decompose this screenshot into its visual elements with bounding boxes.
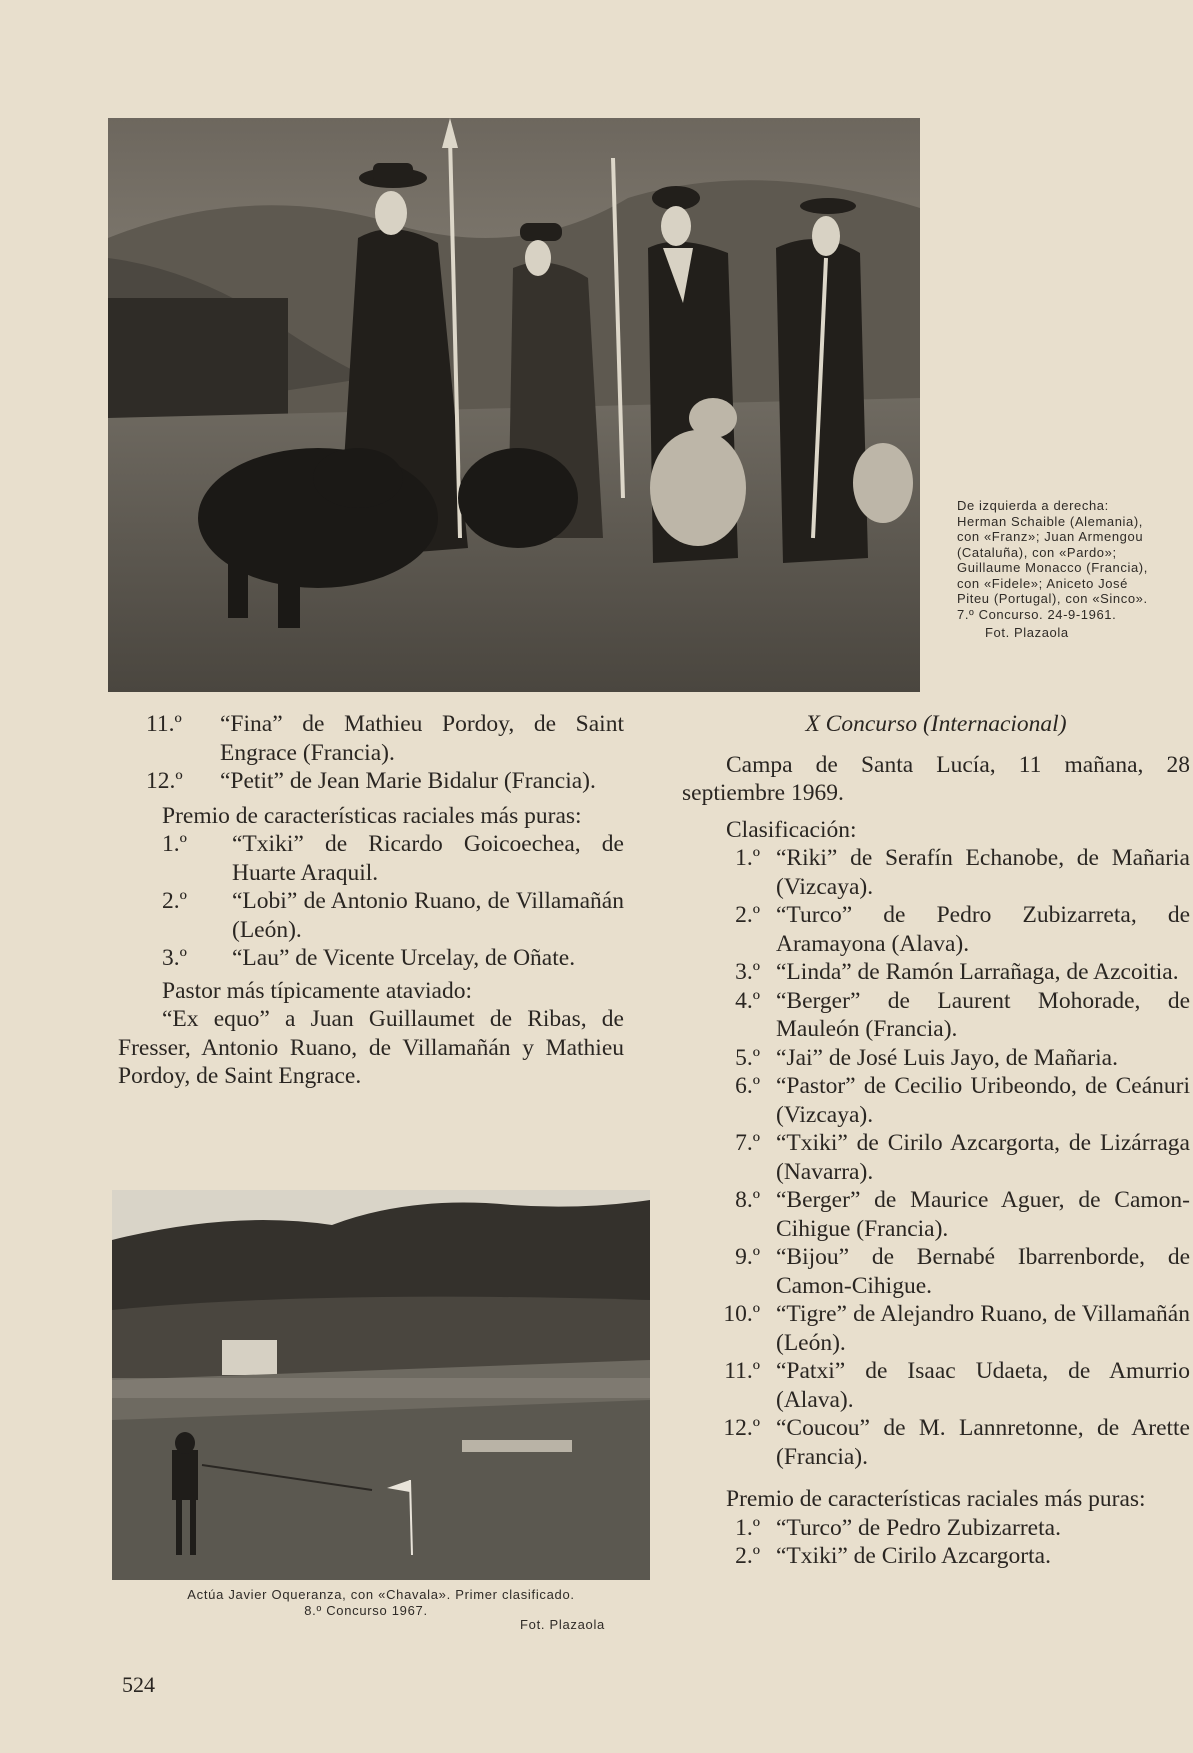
caption-line: Herman Schaible (Alemania),: [957, 513, 1143, 529]
item-text: “Berger” de Laurent Mohorade, de Mauleón (Francia).: [776, 987, 1190, 1042]
top-photo-caption: [957, 498, 1187, 641]
pastor-heading: Pastor más típicamente ataviado:: [162, 977, 472, 1004]
bottom-photo-caption: [112, 1587, 650, 1618]
item-text: “Txiki” de Cirilo Azcargorta.: [776, 1543, 1051, 1569]
list-item: [118, 710, 624, 767]
item-text: “Pastor” de Cecilio Uribeondo, de Ceánuri (Vizcaya).: [776, 1073, 1190, 1128]
photo-credit: Fot. Plazaola: [985, 625, 1069, 640]
left-column: [118, 710, 624, 1091]
item-text: “Lau” de Vicente Urcelay, de Oñate.: [232, 945, 576, 971]
item-text: “Turco” de Pedro Zubizarreta, de Aramayona (Alava).: [776, 902, 1190, 957]
caption-line: 7.º Concurso. 24-9-1961.: [957, 606, 1117, 622]
item-text: “Turco” de Pedro Zubizarreta.: [776, 1514, 1061, 1541]
list-item: [682, 958, 1190, 987]
item-text: “Txiki” de Cirilo Azcargorta, de Lizárraga (Navarra).: [776, 1130, 1190, 1185]
item-text: “Tigre” de Alejandro Ruano, de Villamañán (León).: [776, 1301, 1190, 1356]
classification-heading: Clasificación:: [726, 816, 857, 843]
item-text: “Bijou” de Bernabé Ibarrenborde, de Camon-Cihigue.: [776, 1244, 1190, 1299]
item-number: 1.º: [735, 1514, 760, 1541]
list-item: [118, 944, 624, 973]
list-item: [118, 830, 624, 887]
item-number: 2.º: [162, 888, 187, 914]
item-number: 2.º: [735, 1543, 760, 1569]
list-item: [682, 901, 1190, 958]
list-item: [682, 1300, 1190, 1357]
list-item: [682, 1514, 1190, 1543]
caption-line: (Cataluña), con «Pardo»;: [957, 544, 1117, 560]
caption-line: con «Fidele»; Aniceto José: [957, 575, 1128, 591]
caption-line: 8.º Concurso 1967.: [304, 1602, 428, 1618]
photo-credit: Fot. Plazaola: [520, 1617, 605, 1632]
page-number: 524: [122, 1672, 155, 1697]
item-number: 9.º: [735, 1244, 760, 1270]
item-number: 11.º: [724, 1358, 760, 1384]
item-number: 11.º: [146, 711, 182, 737]
classification-list: [682, 844, 1190, 1471]
location-text: Campa de Santa Lucía, 11 mañana, 28 septiembre 1969.: [682, 751, 1190, 806]
list-item: [682, 1072, 1190, 1129]
prize-list: [682, 1514, 1190, 1571]
item-number: 10.º: [723, 1301, 760, 1327]
list-item: [682, 1044, 1190, 1073]
item-number: 1.º: [735, 845, 760, 871]
caption-line: Guillaume Monacco (Francia),: [957, 560, 1148, 575]
shepherds-with-dogs-photo: [108, 118, 920, 692]
item-text: “Fina” de Mathieu Pordoy, de Saint Engrace (Francia).: [220, 711, 624, 766]
item-number: 4.º: [735, 987, 760, 1014]
list-item: [682, 1243, 1190, 1300]
item-text: “Txiki” de Ricardo Goicoechea, de Huarte Araquil.: [232, 831, 624, 886]
item-number: 8.º: [735, 1187, 760, 1213]
item-text: “Berger” de Maurice Aguer, de Camon-Cihigue (Francia).: [776, 1187, 1190, 1242]
caption-line: Actúa Javier Oqueranza, con «Chavala». Primer clasificado.: [187, 1587, 575, 1602]
prize-heading: Premio de características raciales más puras:: [162, 802, 582, 829]
list-item: [118, 767, 624, 796]
item-text: “Lobi” de Antonio Ruano, de Villamañán (León).: [232, 888, 624, 943]
item-number: 5.º: [735, 1044, 760, 1071]
item-text: “Linda” de Ramón Larrañaga, de Azcoitia.: [776, 959, 1179, 985]
list-item: [682, 1357, 1190, 1414]
right-column: [682, 710, 1190, 1571]
item-number: 12.º: [723, 1415, 760, 1441]
caption-line: De izquierda a derecha:: [957, 498, 1109, 513]
list-item: [682, 1542, 1190, 1571]
item-text: “Jai” de José Luis Jayo, de Mañaria.: [776, 1044, 1118, 1071]
list-item: [118, 887, 624, 944]
item-text: “Coucou” de M. Lannretonne, de Arette (Francia).: [776, 1415, 1190, 1470]
list-item: [682, 1186, 1190, 1243]
section-heading: X Concurso (Internacional): [805, 711, 1067, 737]
item-number: 1.º: [162, 831, 187, 857]
list-item: [682, 987, 1190, 1044]
item-text: “Petit” de Jean Marie Bidalur (Francia).: [220, 768, 596, 794]
item-number: 6.º: [735, 1073, 760, 1099]
caption-line: Piteu (Portugal), con «Sinco».: [957, 591, 1148, 606]
caption-line: con «Franz»; Juan Armengou: [957, 529, 1144, 544]
item-number: 7.º: [735, 1130, 760, 1156]
item-number: 3.º: [735, 959, 760, 985]
list-item: [682, 844, 1190, 901]
item-number: 2.º: [735, 902, 760, 928]
list-item: [682, 1414, 1190, 1471]
pastor-text: “Ex equo” a Juan Guillaumet de Ribas, de Fresser, Antonio Ruano, de Villamañán y Mathieu Pordoy, de Saint Engrace.: [118, 1006, 624, 1089]
list-item: [682, 1129, 1190, 1186]
item-number: 3.º: [162, 945, 187, 971]
item-text: “Riki” de Serafín Echanobe, de Mañaria (Vizcaya).: [776, 845, 1190, 900]
contest-field-photo: [112, 1190, 650, 1580]
item-number: 12.º: [146, 768, 183, 794]
prize-heading: Premio de características raciales más puras:: [726, 1486, 1146, 1512]
item-text: “Patxi” de Isaac Udaeta, de Amurrio (Alava).: [776, 1358, 1190, 1413]
